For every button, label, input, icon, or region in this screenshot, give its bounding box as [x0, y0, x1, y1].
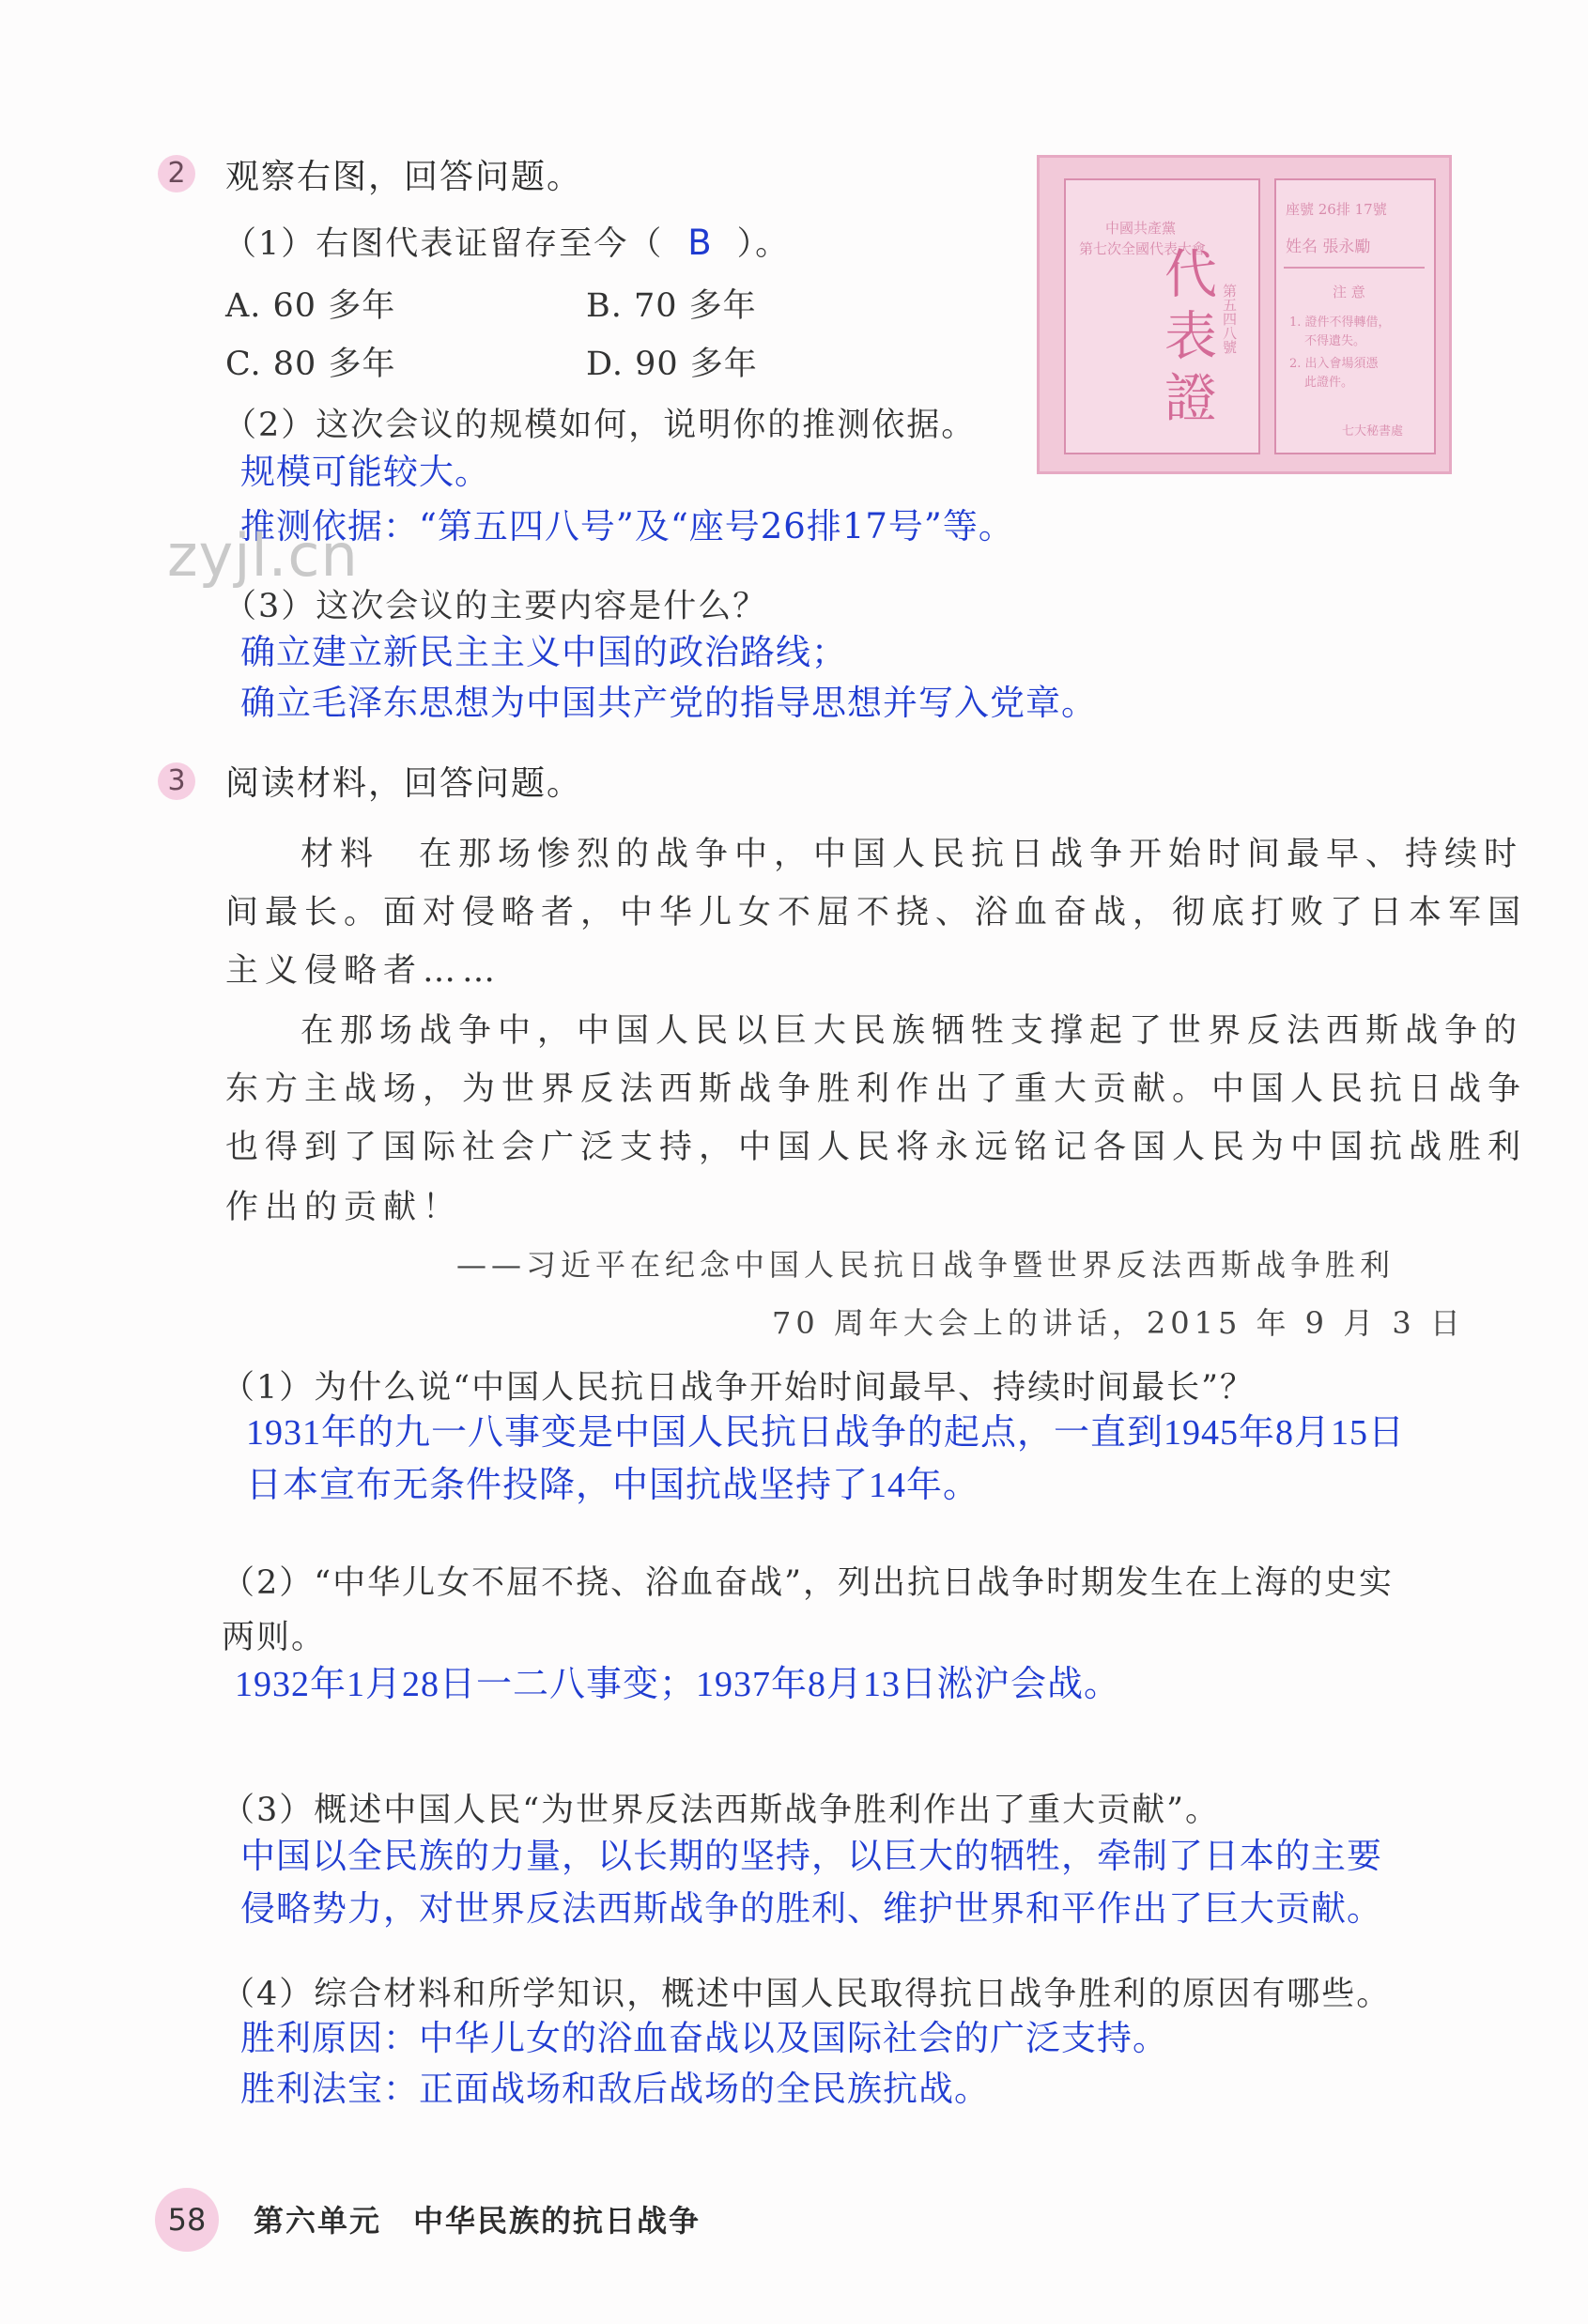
page-number: 58	[155, 2188, 219, 2252]
question-title: 观察右图，回答问题。	[225, 158, 583, 196]
question-part-2: （2）这次会议的规模如何，说明你的推测依据。	[224, 407, 977, 444]
certificate-header: 中國共產黨	[1105, 220, 1177, 237]
answer-line: 确立建立新民主主义中国的政治路线；	[240, 632, 847, 672]
material-source: 70 周年大会上的讲话，2015 年 9 月 3 日	[772, 1305, 1465, 1341]
watermark-logo: zyjl.cn	[167, 521, 359, 590]
question-part-2: （2）“中华儿女不屈不挠、浴血奋战”，列出抗日战争时期发生在上海的史实	[222, 1564, 1395, 1602]
option-c: C. 80 多年	[225, 346, 396, 383]
part-1-answer: B	[687, 223, 713, 263]
answer-line: 胜利法宝：正面战场和敌后战场的全民族抗战。	[240, 2069, 990, 2109]
certificate-serial: 第五四八號	[1221, 284, 1238, 354]
part-1-end: ）。	[736, 225, 791, 263]
question-number-badge: 2	[158, 155, 195, 192]
certificate-title: 代表證	[1156, 246, 1217, 432]
answer-line: 确立毛泽东思想为中国共产党的指导思想并写入党章。	[240, 683, 1097, 723]
material-line: 间最长。面对侵略者，中华儿女不屈不挠、浴血奋战，彻底打败了日本军国	[225, 894, 1528, 931]
certificate-right-card	[1274, 178, 1436, 454]
option-d: D. 90 多年	[586, 346, 758, 383]
answer-line: 胜利原因：中华儿女的浴血奋战以及国际社会的广泛支持。	[240, 2018, 1168, 2058]
material-line: 东方主战场，为世界反法西斯战争胜利作出了重大贡献。中国人民抗日战争	[225, 1070, 1528, 1108]
answer-line: 侵略势力，对世界反法西斯战争的胜利、维护世界和平作出了巨大贡献。	[240, 1888, 1382, 1929]
delegate-certificate-image	[1037, 155, 1452, 474]
option-b: B. 70 多年	[586, 287, 757, 325]
question-part-1: （1）为什么说“中国人民抗日战争开始时间最早、持续时间最长”？	[222, 1369, 1256, 1407]
certificate-seat: 座號 26排 17號	[1286, 201, 1387, 218]
answer-line: 日本宣布无条件投降，中国抗战坚持了14年。	[246, 1466, 980, 1505]
material-line: 主义侵略者……	[225, 952, 502, 990]
part-1-text: （1）右图代表证留存至今（	[224, 225, 664, 263]
material-line: 在那场战争中，中国人民以巨大民族牺牲支撑起了世界反法西斯战争的	[301, 1012, 1524, 1050]
answer-line: 1931年的九一八事变是中国人民抗日战争的起点，一直到1945年8月15日	[246, 1413, 1406, 1453]
question-part-2-cont: 两则。	[222, 1619, 327, 1656]
material-line: 作出的贡献！	[225, 1189, 463, 1226]
answer-line: 推测依据：“第五四八号”及“座号26排17号”等。	[240, 506, 1014, 546]
question-title: 阅读材料，回答问题。	[225, 764, 583, 803]
certificate-note: 此證件。	[1304, 376, 1354, 390]
certificate-note: 1. 證件不得轉借，	[1289, 316, 1391, 330]
question-part-1	[224, 218, 790, 265]
answer-line: 规模可能较大。	[240, 452, 490, 492]
certificate-name: 姓名 張永勵	[1286, 238, 1371, 256]
certificate-divider	[1284, 267, 1425, 269]
material-source: ——习近平在纪念中国人民抗日战争暨世界反法西斯战争胜利	[456, 1247, 1395, 1283]
question-part-3: （3）概述中国人民“为世界反法西斯战争胜利作出了重大贡献”。	[222, 1792, 1221, 1829]
certificate-note: 不得遺失。	[1304, 334, 1366, 348]
material-line: 材料 在那场惨烈的战争中，中国人民抗日战争开始时间最早、持续时	[301, 836, 1524, 873]
option-a: A. 60 多年	[225, 287, 396, 325]
answer-line: 1932年1月28日一二八事变；1937年8月13日淞沪会战。	[235, 1665, 1121, 1704]
certificate-issuer: 七大秘書處	[1342, 424, 1404, 439]
question-part-3: （3）这次会议的主要内容是什么？	[224, 588, 768, 625]
material-line: 也得到了国际社会广泛支持，中国人民将永远铭记各国人民为中国抗战胜利	[225, 1129, 1528, 1166]
certificate-left-card	[1064, 178, 1260, 454]
question-number-badge: 3	[158, 762, 195, 800]
unit-title: 第六单元 中华民族的抗日战争	[254, 2203, 701, 2239]
answer-line: 中国以全民族的力量，以长期的坚持，以巨大的牺牲，牵制了日本的主要	[240, 1836, 1382, 1876]
certificate-note-title: 注 意	[1333, 284, 1365, 300]
certificate-note: 2. 出入會場須憑	[1289, 357, 1379, 371]
question-part-4: （4）综合材料和所学知识，概述中国人民取得抗日战争胜利的原因有哪些。	[222, 1976, 1392, 2013]
certificate-header: 第七次全國代表大會	[1079, 240, 1207, 257]
